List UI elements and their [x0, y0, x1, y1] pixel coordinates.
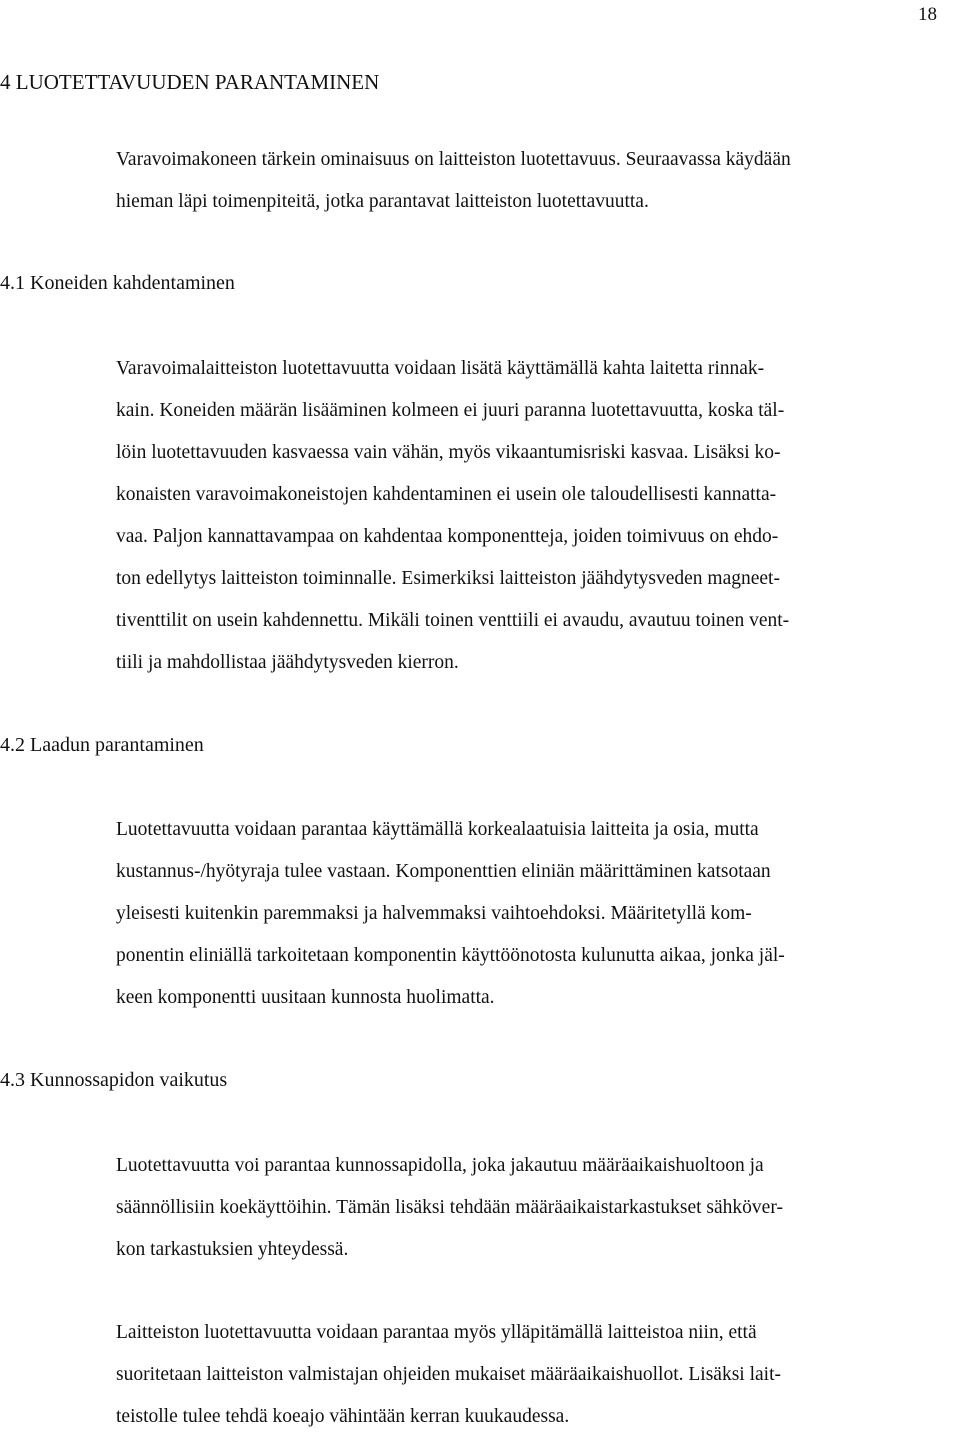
section-title-4-3: 4.3 Kunnossapidon vaikutus [0, 1069, 228, 1091]
section-title-4-2: 4.2 Laadun parantaminen [0, 734, 204, 756]
paragraph-line: suoritetaan laitteiston valmistajan ohjeiden mukaiset määräaikaishuollot. Lisäksi lait- [116, 1364, 781, 1385]
paragraph-line: keen komponentti uusitaan kunnosta huolimatta. [116, 987, 495, 1008]
paragraph-line: Luotettavuutta voidaan parantaa käyttämällä korkealaatuisia laitteita ja osia, mutta [116, 819, 759, 840]
paragraph-line: ton edellytys laitteiston toiminnalle. Esimerkiksi laitteiston jäähdytysveden magneet- [116, 568, 780, 589]
paragraph-line: hieman läpi toimenpiteitä, jotka parantavat laitteiston luotettavuutta. [116, 191, 649, 212]
paragraph-line: kon tarkastuksien yhteydessä. [116, 1239, 349, 1260]
section-4-3-paragraph-2 [116, 1312, 944, 1438]
section-4-2-paragraph [116, 809, 944, 1019]
paragraph-line: tiili ja mahdollistaa jäähdytysveden kierron. [116, 652, 459, 673]
paragraph-line: Varavoimalaitteiston luotettavuutta voidaan lisätä käyttämällä kahta laitetta rinnak- [116, 358, 765, 379]
paragraph-line: teistolle tulee tehdä koeajo vähintään kerran kuukaudessa. [116, 1406, 570, 1427]
paragraph-line: säännöllisiin koekäyttöihin. Tämän lisäksi tehdään määräaikaistarkastukset sähköver- [116, 1197, 783, 1218]
paragraph-line: yleisesti kuitenkin paremmaksi ja halvemmaksi vaihtoehdoksi. Määritetyllä kom- [116, 903, 752, 924]
section-4-3-paragraph-1 [116, 1145, 944, 1271]
paragraph-line: kain. Koneiden määrän lisääminen kolmeen ei juuri paranna luotettavuutta, koska täl- [116, 400, 785, 421]
paragraph-line: Varavoimakoneen tärkein ominaisuus on laitteiston luotettavuus. Seuraavassa käydään [116, 149, 791, 170]
page-number: 18 [918, 4, 937, 25]
paragraph-line: Luotettavuutta voi parantaa kunnossapidolla, joka jakautuu määräaikaishuoltoon ja [116, 1155, 764, 1176]
paragraph-line: konaisten varavoimakoneistojen kahdentaminen ei usein ole taloudellisesti kannatta- [116, 484, 777, 505]
paragraph-line: ponentin eliniällä tarkoitetaan komponentin käyttöönotosta kulunutta aikaa, jonka jäl- [116, 945, 785, 966]
intro-paragraph [116, 139, 944, 223]
paragraph-line: löin luotettavuuden kasvaessa vain vähän, myös vikaantumisriski kasvaa. Lisäksi ko- [116, 442, 781, 463]
section-title-4-1: 4.1 Koneiden kahdentaminen [0, 272, 235, 294]
paragraph-line: tiventtilit on usein kahdennettu. Mikäli toinen venttiili ei avaudu, avautuu toinen vent- [116, 610, 790, 631]
paragraph-line: Laitteiston luotettavuutta voidaan parantaa myös ylläpitämällä laitteistoa niin, että [116, 1322, 757, 1343]
section-4-1-paragraph [116, 348, 944, 684]
paragraph-line: vaa. Paljon kannattavampaa on kahdentaa komponentteja, joiden toimivuus on ehdo- [116, 526, 779, 547]
paragraph-line: kustannus-/hyötyraja tulee vastaan. Komponenttien eliniän määrittäminen katsotaan [116, 861, 771, 882]
chapter-title: 4 LUOTETTAVUUDEN PARANTAMINEN [0, 70, 380, 94]
